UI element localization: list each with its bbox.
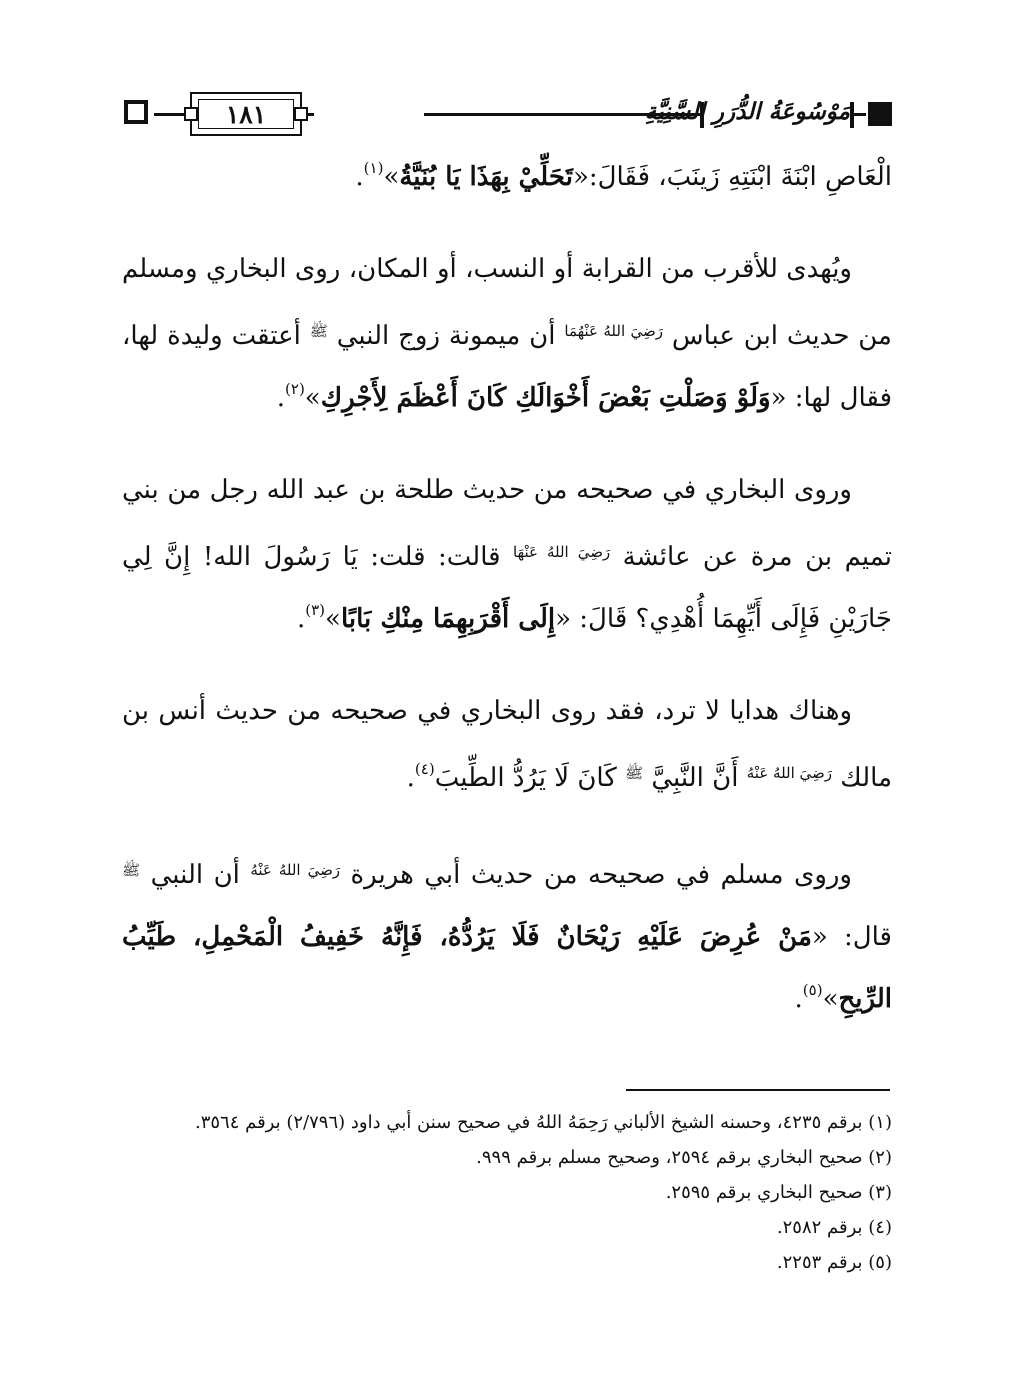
quoted-text: مَنْ عُرِضَ عَلَيْهِ رَيْحَانٌ فَلَا يَرُدُّهُ، فَإِنَّهُ خَفِيفُ الْمَحْمِلِ، طَيِّبُ الرِّيحِ: [122, 922, 892, 1014]
footnote-marker: (٣): [305, 601, 326, 619]
paragraph: [122, 238, 892, 429]
text-run: »: [304, 383, 321, 413]
footnote-marker: (٢): [285, 380, 305, 398]
footnote-marker: (٥): [802, 981, 823, 999]
footnote: (٤) برقم ٢٥٨٢.: [776, 1217, 892, 1238]
text-run: ويُهدى للأقرب من القرابة أو النسب، أو المكان، روى البخاري ومسلم من حديث ابن عباس: [122, 254, 892, 351]
text-run: وهناك هدايا لا ترد، فقد روى البخاري في صحيحه من حديث أنس بن مالك: [122, 696, 892, 793]
header-ornament-square-outline: [124, 100, 148, 124]
honorific: رَضِيَ اللهُ عَنْهُ: [250, 861, 341, 879]
footnote-separator: [626, 1089, 890, 1091]
honorific: ﷺ: [625, 764, 644, 782]
footnote: (٢) صحيح البخاري برقم ٢٥٩٤، وصحيح مسلم برقم ٩٩٩.: [476, 1147, 892, 1168]
text-run: وروى البخاري في صحيحه من حديث طلحة بن عبد الله رجل من بني تميم بن مرة عن عائشة: [122, 475, 892, 572]
page-header: [124, 92, 892, 138]
footnote-marker: (٤): [414, 760, 435, 778]
honorific: ﷺ: [122, 861, 141, 879]
text-run: أن ميمونة زوج النبي: [327, 321, 565, 351]
honorific: ﷺ: [309, 322, 328, 340]
text-run: أَنَّ النَّبِيَّ: [643, 763, 747, 793]
footnote: (١) برقم ٤٢٣٥، وحسنه الشيخ الألباني رَحِمَهُ اللهُ في صحيح سنن أبي داود (٢/٧٩٦) برقم ٣٥٦٤.: [194, 1112, 892, 1133]
text-run: قالت: قلت: يَا رَسُولَ الله! إِنَّ لِي جَارَيْنِ فَإِلَى أَيِّهِمَا أُهْدِي؟ قَالَ: «: [122, 542, 892, 634]
header-ornament-square-filled: [868, 102, 892, 126]
paragraph: [122, 839, 892, 1030]
paragraph: [122, 459, 892, 650]
body-text: [122, 146, 892, 1030]
quoted-text: وَلَوْ وَصَلْتِ بَعْضَ أَخْوَالَكِ كَانَ أَعْظَمَ لِأَجْرِكِ: [320, 383, 771, 413]
header-rule-right: [850, 113, 866, 116]
text-run: .: [296, 604, 306, 634]
paragraph: [122, 680, 892, 809]
text-run: كَانَ لَا يَرُدُّ الطِّيبَ: [434, 763, 625, 793]
quoted-text: تَحَلِّيْ بِهَذَا يَا بُنَيَّةُ: [399, 162, 573, 192]
footnotes: [122, 1105, 892, 1280]
text-run: .: [794, 984, 803, 1014]
text-run: أعتقت وليدة لها، فقال لها: «: [122, 321, 892, 413]
footnote-marker: (١): [363, 159, 384, 177]
page-number-frame: [190, 92, 302, 136]
text-run: أن النبي: [140, 860, 251, 890]
quoted-text: إِلَى أَقْرَبِهِمَا مِنْكِ بَابًا: [340, 604, 556, 634]
text-run: قال: «: [811, 922, 892, 952]
text-run: وروى مسلم في صحيحه من حديث أبي هريرة: [340, 860, 852, 890]
text-run: الْعَاصِ ابْنَةَ ابْنَتِهِ زَينَبَ، فَقَالَ:«: [572, 162, 892, 192]
footnote: (٥) برقم ٢٢٥٣.: [776, 1252, 892, 1273]
book-title: مَوْسُوعَةُ الدُّرَرِ السَّنِيَّةِ: [644, 98, 850, 125]
text-run: .: [355, 162, 364, 192]
honorific: رَضِيَ اللهُ عَنْهُ: [746, 764, 833, 782]
paragraph: [122, 146, 892, 208]
text-run: .: [406, 763, 415, 793]
footnote: (٣) صحيح البخاري برقم ٢٥٩٥.: [665, 1182, 892, 1203]
text-run: .: [276, 383, 286, 413]
text-run: »: [383, 162, 400, 192]
text-run: »: [325, 604, 341, 634]
text-run: »: [822, 984, 839, 1014]
honorific: رَضِيَ اللهُ عَنْهَا: [513, 543, 611, 561]
page-number: ١٨١: [225, 100, 267, 129]
honorific: رَضِيَ اللهُ عَنْهُمَا: [564, 322, 663, 340]
